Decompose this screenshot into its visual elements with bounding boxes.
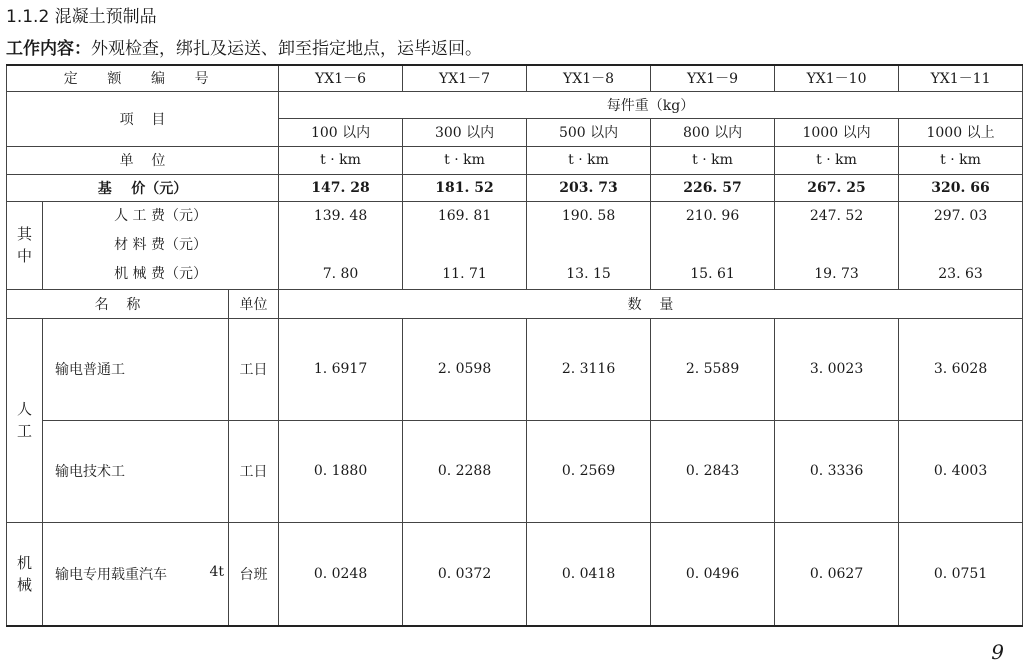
cost-cell bbox=[775, 201, 899, 289]
quantity-cell: 2. 5589 bbox=[651, 318, 775, 420]
cost-breakdown-row bbox=[7, 201, 1023, 289]
name-header-row bbox=[7, 289, 1023, 318]
cost-cell bbox=[651, 201, 775, 289]
machine-cost-value: 19. 73 bbox=[814, 265, 859, 282]
quota-no-label: 定 额 编 号 bbox=[7, 65, 279, 91]
base-price-cell: 203. 73 bbox=[527, 174, 651, 201]
base-price-cell: 147. 28 bbox=[279, 174, 403, 201]
cost-cell bbox=[899, 201, 1023, 289]
item-unit: 工日 bbox=[229, 318, 279, 420]
quantity-label: 数 量 bbox=[279, 289, 1023, 318]
labor-cost-value: 190. 58 bbox=[561, 207, 616, 224]
quantity-cell: 1. 6917 bbox=[279, 318, 403, 420]
machine-cost-label: 机 械 费（元） bbox=[114, 265, 207, 282]
base-price-cell: 181. 52 bbox=[403, 174, 527, 201]
work-content-label: 工作内容： bbox=[6, 39, 91, 59]
weight-header: 每件重（kg） bbox=[279, 91, 1023, 118]
quota-table bbox=[6, 64, 1023, 627]
quantity-cell: 2. 0598 bbox=[403, 318, 527, 420]
machine-cost-value: 7. 80 bbox=[322, 265, 359, 282]
unit-row bbox=[7, 146, 1023, 174]
code-cell: YX1－6 bbox=[279, 65, 403, 91]
quota-code-row bbox=[7, 65, 1023, 91]
item-unit: 台班 bbox=[229, 522, 279, 626]
code-cell: YX1－7 bbox=[403, 65, 527, 91]
item-name: 输电技术工 bbox=[43, 420, 229, 522]
page-number: 9 bbox=[991, 640, 1004, 664]
machine-category-text: 机械 bbox=[17, 553, 33, 594]
unit-cell: t · km bbox=[279, 146, 403, 174]
machine-cost-value: 23. 63 bbox=[938, 265, 983, 282]
item-name: 输电专用载重汽车 bbox=[55, 566, 167, 583]
material-cost-value bbox=[899, 231, 1022, 260]
unit-col-label: 单位 bbox=[229, 289, 279, 318]
material-cost-label: 材 料 费（元） bbox=[114, 236, 207, 253]
quantity-cell: 0. 0627 bbox=[775, 522, 899, 626]
machine-cost-value: 13. 15 bbox=[566, 265, 611, 282]
labor-cost-value: 297. 03 bbox=[933, 207, 988, 224]
code-cell: YX1－11 bbox=[899, 65, 1023, 91]
item-label: 项 目 bbox=[7, 91, 279, 146]
unit-label: 单 位 bbox=[7, 146, 279, 174]
quantity-cell: 0. 0418 bbox=[527, 522, 651, 626]
code-cell: YX1－10 bbox=[775, 65, 899, 91]
quantity-cell: 0. 4003 bbox=[899, 420, 1023, 522]
range-cell: 100 以内 bbox=[279, 118, 403, 146]
range-cell: 300 以内 bbox=[403, 118, 527, 146]
material-cost-value bbox=[403, 231, 526, 260]
item-name: 输电普通工 bbox=[43, 318, 229, 420]
quantity-cell: 0. 0248 bbox=[279, 522, 403, 626]
machine-cost-value: 11. 71 bbox=[442, 265, 487, 282]
labor-cost-value: 210. 96 bbox=[685, 207, 740, 224]
code-cell: YX1－9 bbox=[651, 65, 775, 91]
labor-cost-value: 169. 81 bbox=[437, 207, 492, 224]
unit-cell: t · km bbox=[403, 146, 527, 174]
qizhong-label bbox=[7, 201, 43, 289]
material-cost-value bbox=[651, 231, 774, 260]
section-title: 1.1.2 混凝土预制品 bbox=[6, 7, 157, 27]
quantity-cell: 3. 0023 bbox=[775, 318, 899, 420]
quantity-cell: 0. 1880 bbox=[279, 420, 403, 522]
cost-labels bbox=[43, 201, 279, 289]
labor-row-1 bbox=[7, 318, 1023, 420]
quantity-cell: 3. 6028 bbox=[899, 318, 1023, 420]
name-label: 名 称 bbox=[7, 289, 229, 318]
quantity-cell: 2. 3116 bbox=[527, 318, 651, 420]
material-cost-value bbox=[527, 231, 650, 260]
labor-category-text: 人工 bbox=[17, 400, 33, 440]
range-cell: 500 以内 bbox=[527, 118, 651, 146]
item-spec: 4t bbox=[209, 563, 224, 580]
labor-cost-value: 247. 52 bbox=[809, 207, 864, 224]
item-unit: 工日 bbox=[229, 420, 279, 522]
code-cell: YX1－8 bbox=[527, 65, 651, 91]
work-content bbox=[6, 34, 482, 59]
work-content-text: 外观检查，绑扎及运送、卸至指定地点，运毕返回。 bbox=[91, 39, 482, 59]
unit-cell: t · km bbox=[527, 146, 651, 174]
range-cell: 1000 以上 bbox=[899, 118, 1023, 146]
machine-cost-value: 15. 61 bbox=[690, 265, 735, 282]
cost-cell bbox=[403, 201, 527, 289]
item-name-cell bbox=[43, 522, 229, 626]
quantity-cell: 0. 2569 bbox=[527, 420, 651, 522]
quantity-cell: 0. 0496 bbox=[651, 522, 775, 626]
quantity-cell: 0. 2288 bbox=[403, 420, 527, 522]
base-price-row bbox=[7, 174, 1023, 201]
material-cost-value bbox=[775, 231, 898, 260]
base-price-cell: 320. 66 bbox=[899, 174, 1023, 201]
qizhong-text: 其中 bbox=[17, 225, 33, 265]
unit-cell: t · km bbox=[899, 146, 1023, 174]
labor-row-2 bbox=[7, 420, 1023, 522]
unit-cell: t · km bbox=[775, 146, 899, 174]
material-cost-value bbox=[279, 231, 402, 260]
quantity-cell: 0. 0751 bbox=[899, 522, 1023, 626]
machine-category bbox=[7, 522, 43, 626]
unit-cell: t · km bbox=[651, 146, 775, 174]
quantity-cell: 0. 2843 bbox=[651, 420, 775, 522]
base-price-cell: 267. 25 bbox=[775, 174, 899, 201]
base-price-label: 基 价（元） bbox=[7, 174, 279, 201]
quantity-cell: 0. 0372 bbox=[403, 522, 527, 626]
labor-category bbox=[7, 318, 43, 522]
weight-header-row bbox=[7, 91, 1023, 118]
range-cell: 1000 以内 bbox=[775, 118, 899, 146]
machine-row-1 bbox=[7, 522, 1023, 626]
range-cell: 800 以内 bbox=[651, 118, 775, 146]
cost-cell bbox=[527, 201, 651, 289]
labor-cost-label: 人 工 费（元） bbox=[114, 207, 207, 224]
base-price-cell: 226. 57 bbox=[651, 174, 775, 201]
quantity-cell: 0. 3336 bbox=[775, 420, 899, 522]
cost-cell bbox=[279, 201, 403, 289]
labor-cost-value: 139. 48 bbox=[313, 207, 368, 224]
